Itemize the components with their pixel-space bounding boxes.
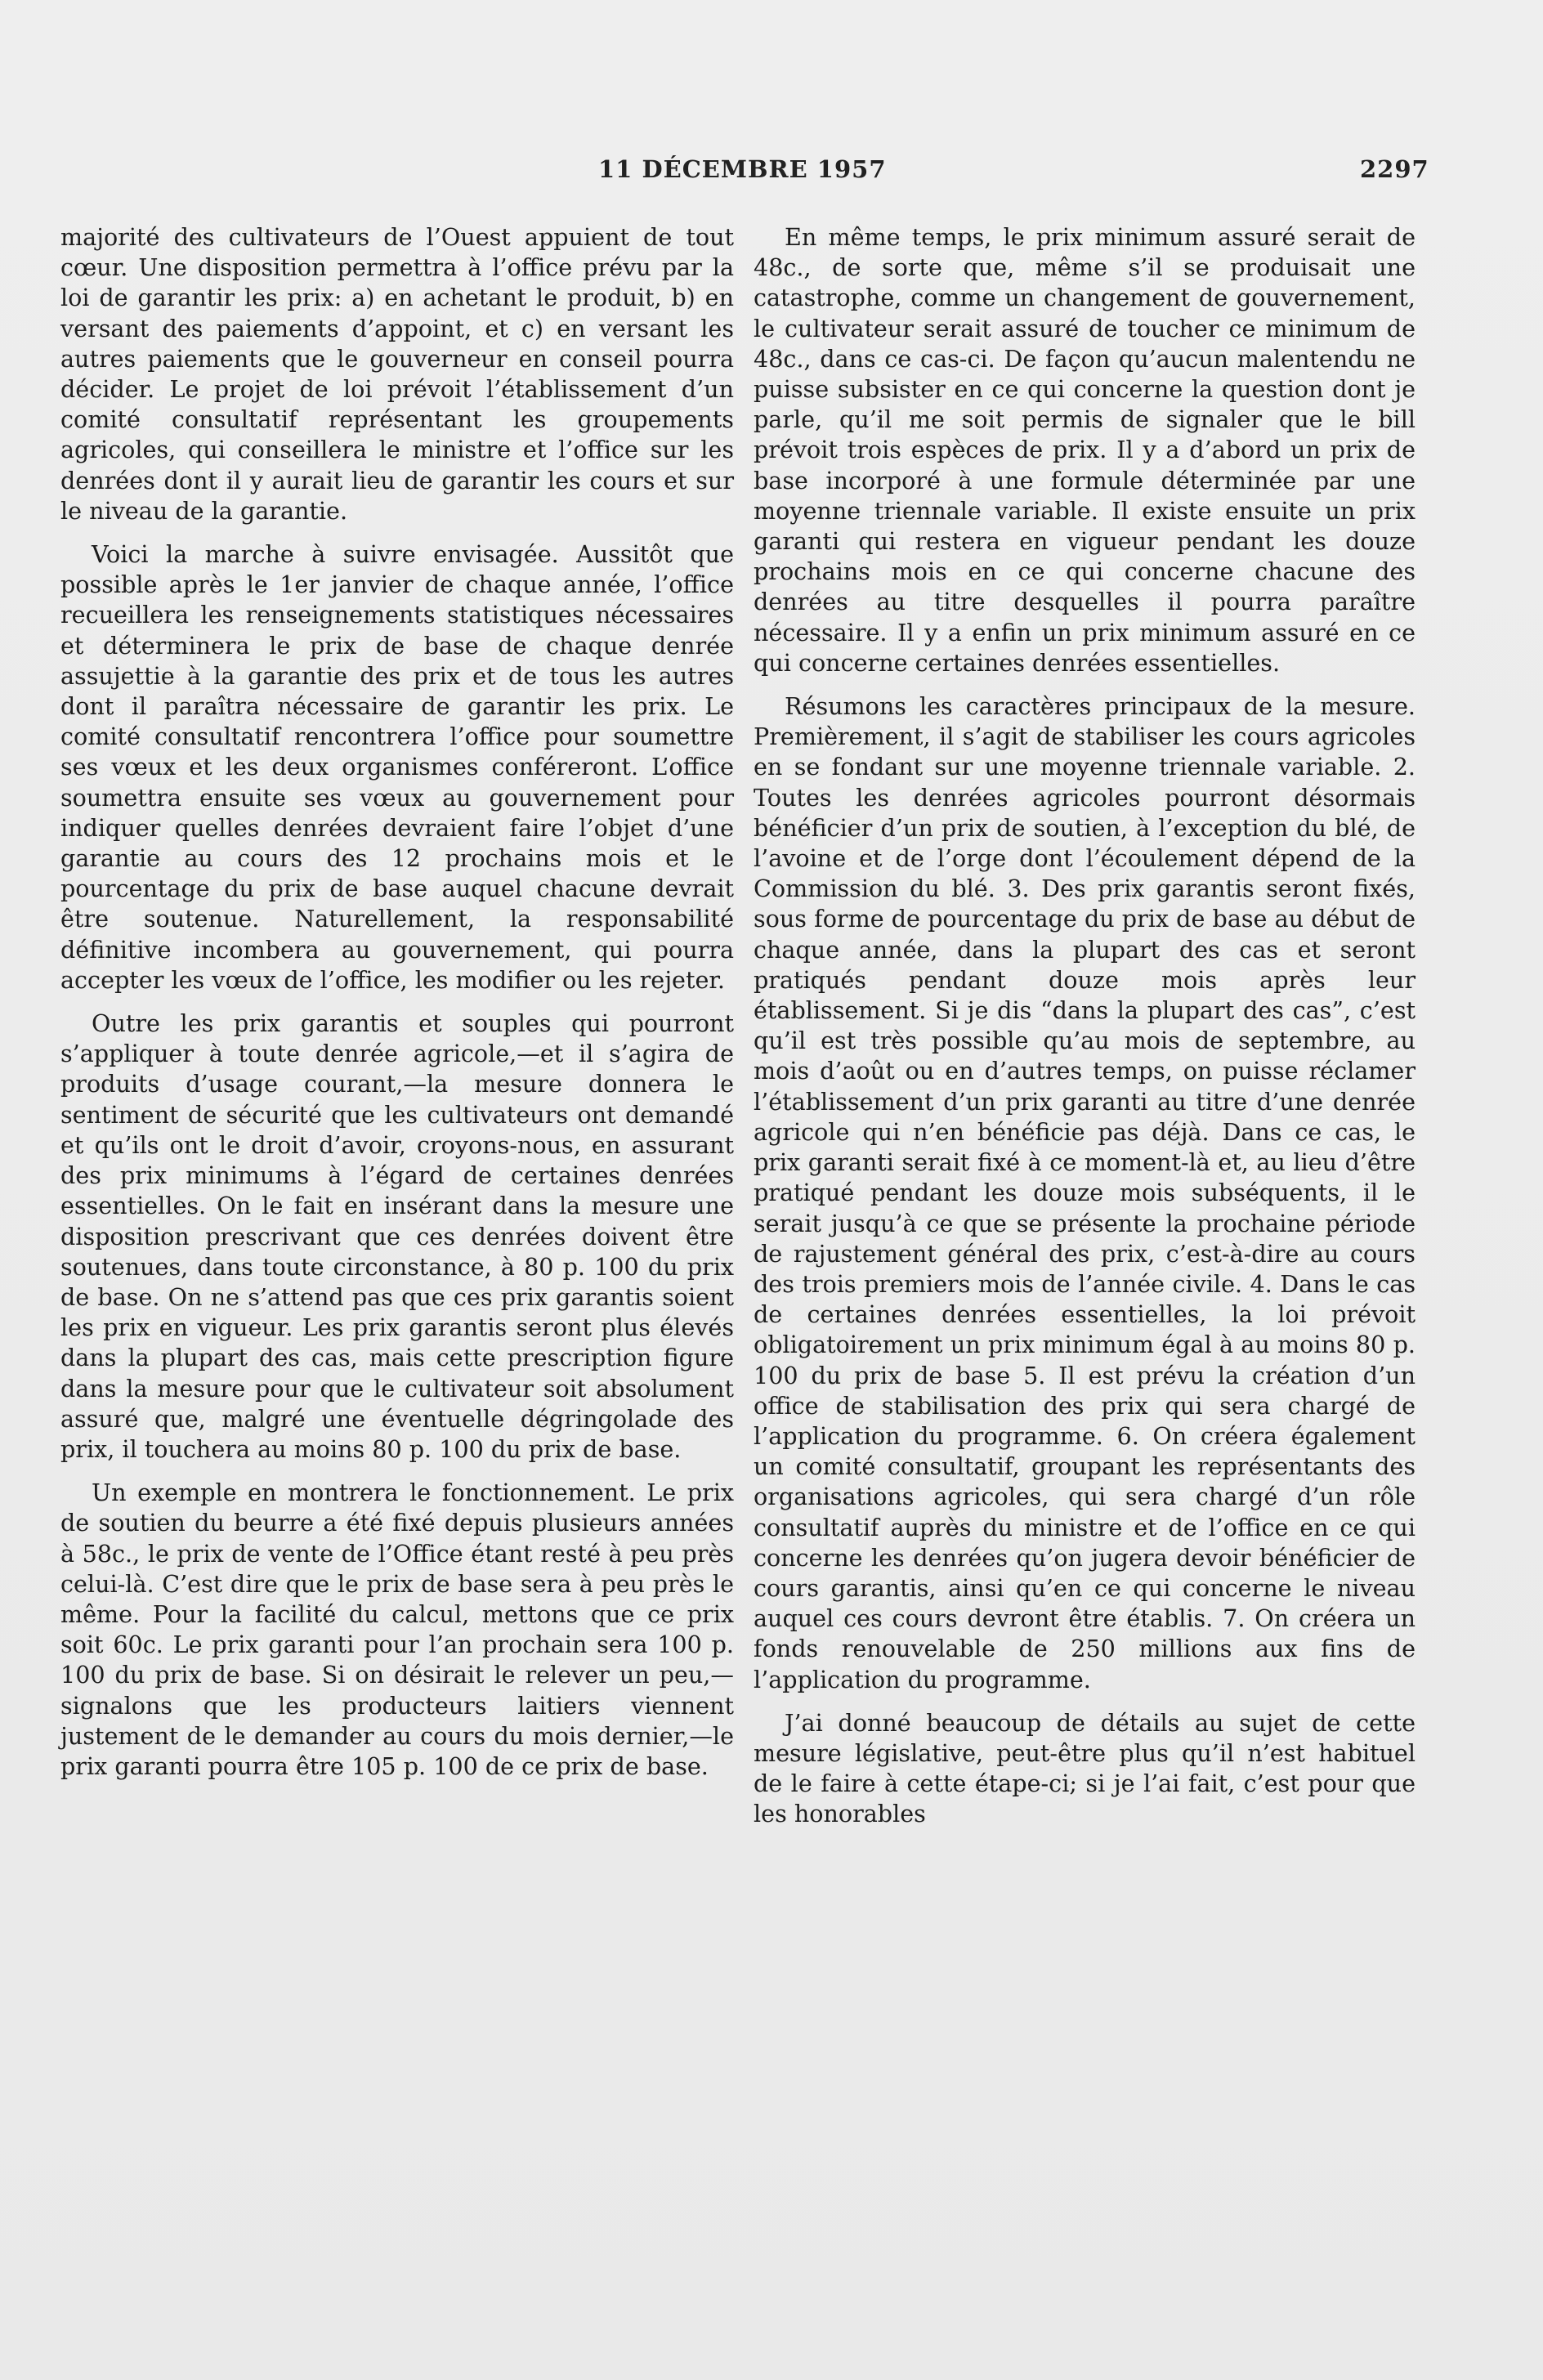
- header-page-number: 2297: [1360, 155, 1429, 183]
- right-column: [754, 222, 1416, 1843]
- right-paragraph-2: Résumons les caractères principaux de la mesure. Premièrement, il s’agit de stabiliser les cours agricoles en se fondant sur une moyenne triennale variable. 2. Toutes les denrées agricoles pourront désormais bénéficier d’un prix de soutien, à l’exception du blé, de l’avoine et de l’orge dont l’écoulement dépend de la Commission du blé. 3. Des prix garantis seront fixés, sous forme de pourcentage du prix de base au début de chaque année, dans la plupart des cas et seront pratiqués pendant douze mois après leur établissement. Si je dis “dans la plupart des cas”, c’est qu’il est très possible qu’au mois de septembre, au mois d’août ou en d’autres temps, on puisse réclamer l’établissement d’un prix garanti au titre d’une denrée agricole qui n’en bénéficie pas déjà. Dans ce cas, le prix garanti serait fixé à ce moment-là et, au lieu d’être pratiqué pendant les douze mois subséquents, il le serait jusqu’à ce que se présente la prochaine période de rajustement général des prix, c’est-à-dire au cours des trois premiers mois de l’année civile. 4. Dans le cas de certaines denrées essentielles, la loi prévoit obligatoirement un prix minimum égal à au moins 80 p. 100 du prix de base 5. Il est prévu la création d’un office de stabilisation des prix qui sera chargé de l’application du programme. 6. On créera également un comité consultatif, groupant les représentants des organisations agricoles, qui sera chargé d’un rôle consultatif auprès du ministre et de l’office en ce qui concerne les denrées qu’on jugera devoir bénéficier de cours garantis, ainsi qu’en ce qui concerne le niveau auquel ces cours devront être établis. 7. On créera un fonds renouvelable de 250 millions aux fins de l’application du programme.: [754, 692, 1416, 1693]
- right-paragraph-1: En même temps, le prix minimum assuré serait de 48c., de sorte que, même s’il se produisait une catastrophe, comme un changement de gouvernement, le cultivateur serait assuré de toucher ce minimum de 48c., dans ce cas-ci. De façon qu’aucun malentendu ne puisse subsister en ce qui concerne la question dont je parle, qu’il me soit permis de signaler que le bill prévoit trois espèces de prix. Il y a d’abord un prix de base incorporé à une formule déterminée par une moyenne triennale variable. Il existe ensuite un prix garanti qui restera en vigueur pendant les douze prochains mois en ce qui concerne chacune des denrées au titre desquelles il pourra paraître nécessaire. Il y a enfin un prix minimum assuré en ce qui concerne certaines denrées essentielles.: [754, 223, 1416, 677]
- left-paragraph-4: Un exemple en montrera le fonctionnement. Le prix de soutien du beurre a été fixé depuis plusieurs années à 58c., le prix de vente de l’Office étant resté à peu près celui-là. C’est dire que le prix de base sera à peu près le même. Pour la facilité du calcul, mettons que ce prix soit 60c. Le prix garanti pour l’an prochain sera 100 p. 100 du prix de base. Si on désirait le relever un peu,—signalons que les producteurs laitiers viennent justement de le demander au cours du mois dernier,—le prix garanti pourra être 105 p. 100 de ce prix de base.: [60, 1479, 734, 1780]
- page-header: [0, 155, 1543, 195]
- left-paragraph-2: Voici la marche à suivre envisagée. Aussitôt que possible après le 1er janvier de chaque année, l’office recueillera les renseignements statistiques nécessaires et déterminera le prix de base de chaque denrée assujettie à la garantie des prix et de tous les autres dont il paraîtra nécessaire de garantir les prix. Le comité consultatif rencontrera l’office pour soumettre ses vœux et les deux organismes conféreront. L’office soumettra ensuite ses vœux au gouvernement pour indiquer quelles denrées devraient faire l’objet d’une garantie au cours des 12 prochains mois et le pourcentage du prix de base auquel chacune devrait être soutenue. Naturellement, la responsabilité définitive incombera au gouvernement, qui pourra accepter les vœux de l’office, les modifier ou les rejeter.: [60, 540, 734, 994]
- left-column: [60, 222, 734, 1795]
- header-date: 11 DÉCEMBRE 1957: [598, 155, 887, 183]
- left-paragraph-1: majorité des cultivateurs de l’Ouest appuient de tout cœur. Une disposition permettra à l’office prévu par la loi de garantir les prix: a) en achetant le produit, b) en versant des paiements d’appoint, et c) en versant les autres paiements que le gouverneur en conseil pourra décider. Le projet de loi prévoit l’établissement d’un comité consultatif représentant les groupements agricoles, qui conseillera le ministre et l’office sur les denrées dont il y aurait lieu de garantir les cours et sur le niveau de la garantie.: [60, 223, 734, 525]
- right-paragraph-3: J’ai donné beaucoup de détails au sujet de cette mesure législative, peut-être plus qu’il n’est habituel de le faire à cette étape-ci; si je l’ai fait, c’est pour que les honorables: [754, 1708, 1416, 1828]
- left-paragraph-3: Outre les prix garantis et souples qui pourront s’appliquer à toute denrée agricole,—et il s’agira de produits d’usage courant,—la mesure donnera le sentiment de sécurité que les cultivateurs ont demandé et qu’ils ont le droit d’avoir, croyons-nous, en assurant des prix minimums à l’égard de certaines denrées essentielles. On le fait en insérant dans la mesure une disposition prescrivant que ces denrées doivent être soutenues, dans toute circonstance, à 80 p. 100 du prix de base. On ne s’attend pas que ces prix garantis soient les prix en vigueur. Les prix garantis seront plus élevés dans la plupart des cas, mais cette prescription figure dans la mesure pour que le cultivateur soit absolument assuré que, malgré une éventuelle dégringolade des prix, il touchera au moins 80 p. 100 du prix de base.: [60, 1009, 734, 1463]
